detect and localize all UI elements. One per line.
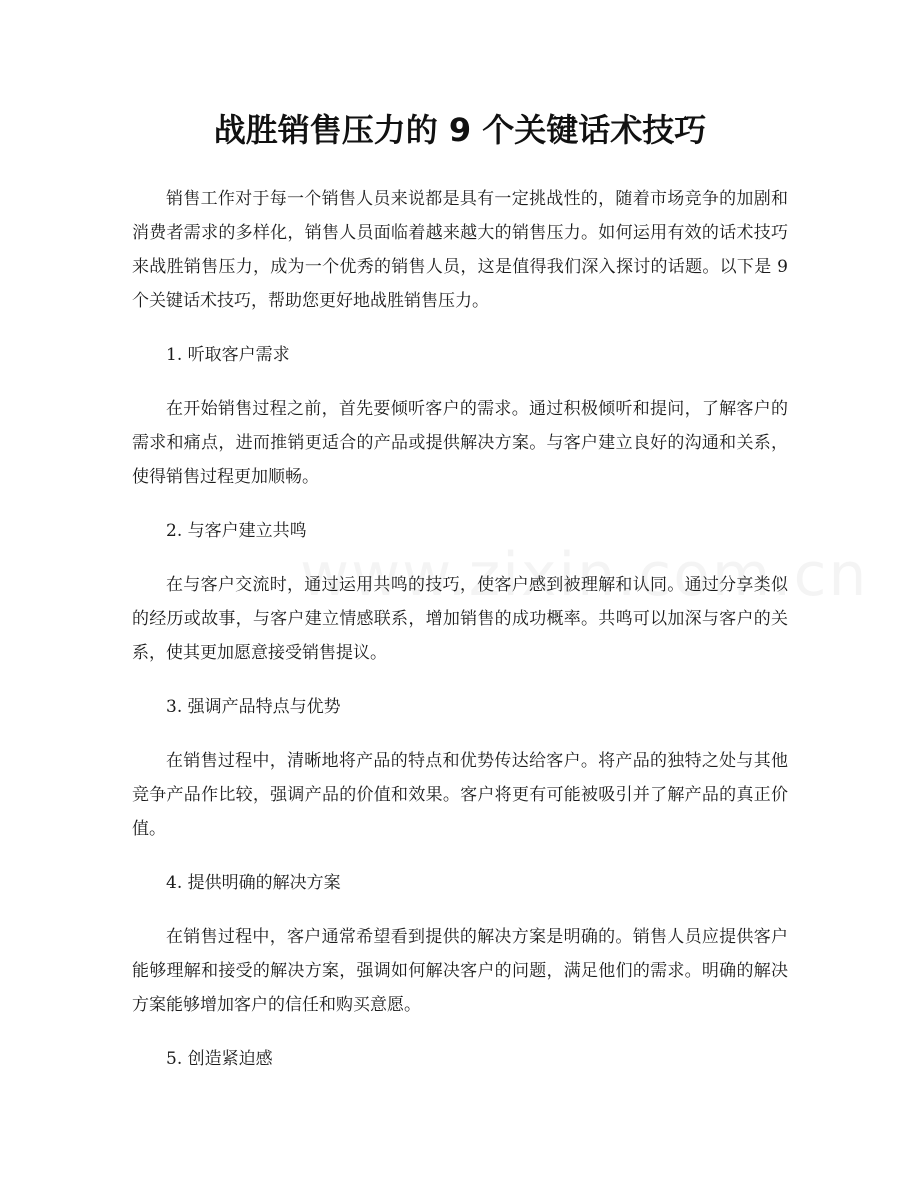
document-body	[132, 182, 788, 1096]
section-heading-2: 2. 与客户建立共鸣	[166, 521, 307, 541]
section-body-1: 在开始销售过程之前，首先要倾听客户的需求。通过积极倾听和提问，了解客户的需求和痛点，进而推销更适合的产品或提供解决方案。与客户建立良好的沟通和关系，使得销售过程更加顺畅。	[132, 399, 788, 487]
section-body-4: 在销售过程中，客户通常希望看到提供的解决方案是明确的。销售人员应提供客户能够理解和接受的解决方案，强调如何解决客户的问题，满足他们的需求。明确的解决方案能够增加客户的信任和购买意愿。	[132, 927, 788, 1015]
intro-paragraph: 销售工作对于每一个销售人员来说都是具有一定挑战性的，随着市场竞争的加剧和消费者需求的多样化，销售人员面临着越来越大的销售压力。如何运用有效的话术技巧来战胜销售压力，成为一个优秀的销售人员，这是值得我们深入探讨的话题。以下是 9 个关键话术技巧，帮助您更好地战胜销售压力。	[132, 189, 788, 311]
section-heading-1: 1. 听取客户需求	[166, 345, 290, 365]
section-heading-5: 5. 创造紧迫感	[166, 1049, 273, 1069]
section-body-3: 在销售过程中，清晰地将产品的特点和优势传达给客户。将产品的独特之处与其他竞争产品作比较，强调产品的价值和效果。客户将更有可能被吸引并了解产品的真正价值。	[132, 751, 788, 839]
section-heading-3: 3. 强调产品特点与优势	[166, 697, 341, 717]
page-title: 战胜销售压力的 9 个关键话术技巧	[213, 111, 707, 149]
section-heading-4: 4. 提供明确的解决方案	[166, 873, 341, 893]
section-body-2: 在与客户交流时，通过运用共鸣的技巧，使客户感到被理解和认同。通过分享类似的经历或故事，与客户建立情感联系，增加销售的成功概率。共鸣可以加深与客户的关系，使其更加愿意接受销售提议。	[132, 575, 788, 663]
